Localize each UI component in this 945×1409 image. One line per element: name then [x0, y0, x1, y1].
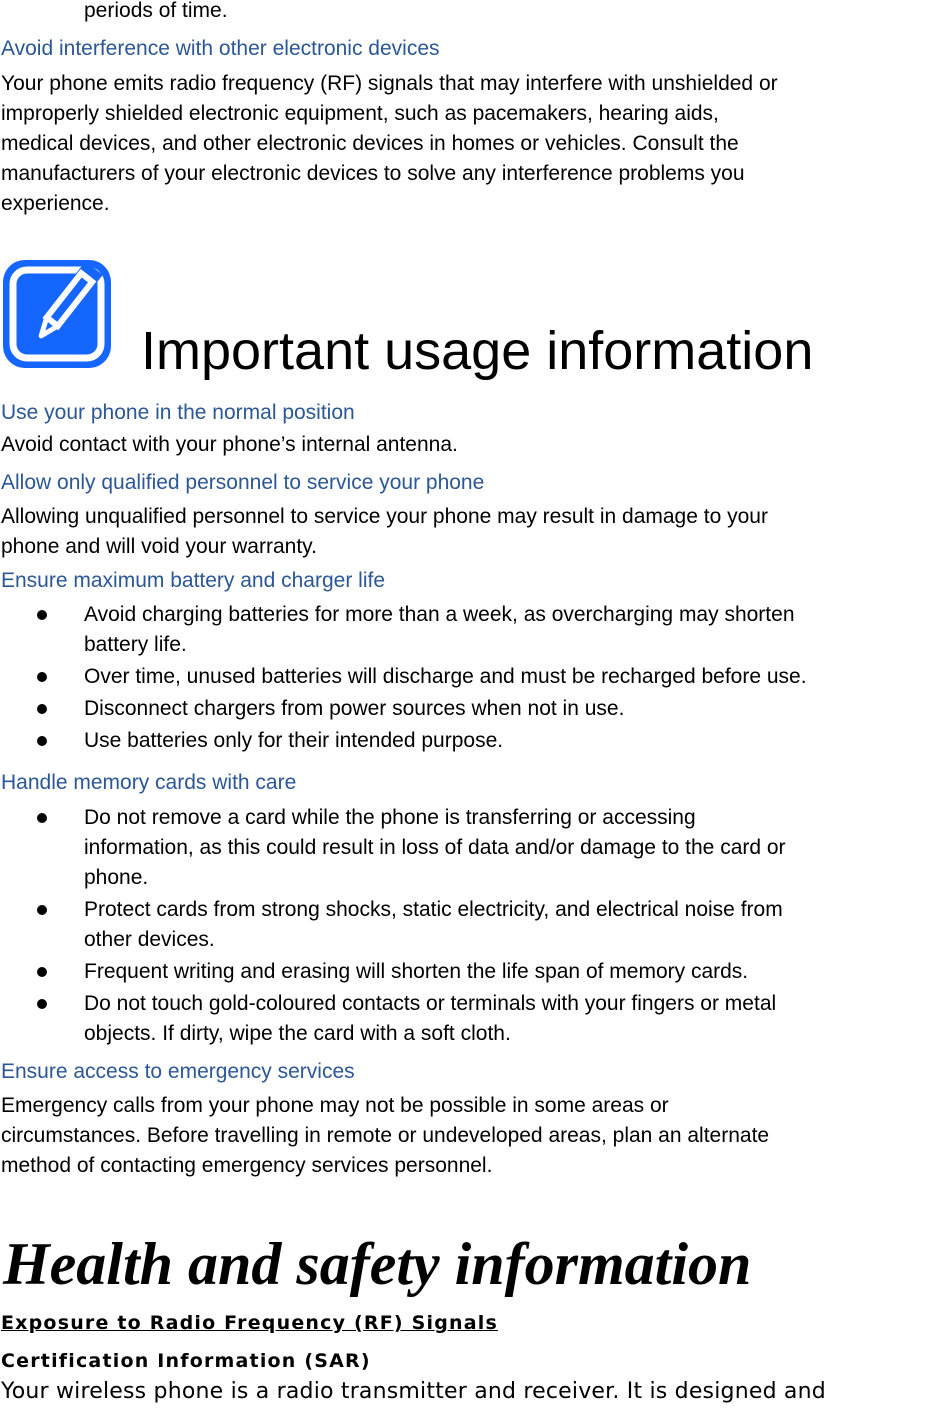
bullet-icon — [37, 610, 47, 620]
bullet-icon — [37, 905, 47, 915]
bullet-icon — [37, 736, 47, 746]
bullet-icon — [37, 967, 47, 977]
memory-list — [0, 803, 945, 1049]
pencil-note-icon — [0, 257, 114, 371]
list-item: Do not remove a card while the phone is transferring or accessing information, as this could result in loss of data and/or damage to the card or phone. — [0, 803, 945, 893]
battery-heading: Ensure maximum battery and charger life — [1, 569, 385, 592]
bullet-icon — [37, 999, 47, 1009]
paragraph-line: method of contacting emergency services personnel. — [1, 1154, 493, 1177]
top-fragment: periods of time. — [84, 0, 228, 22]
paragraph-line: Your phone emits radio frequency (RF) signals that may interfere with unshielded or — [1, 72, 778, 95]
list-item: Over time, unused batteries will discharge and must be recharged before use. — [0, 662, 945, 692]
list-item: Frequent writing and erasing will shorten the life span of memory cards. — [0, 957, 945, 987]
important-title: Important usage information — [141, 321, 814, 381]
paragraph-line: Emergency calls from your phone may not be possible in some areas or — [1, 1094, 669, 1117]
qualified-paragraph — [1, 502, 945, 562]
list-item: Do not touch gold-coloured contacts or terminals with your fingers or metal objects. If dirty, wipe the card with a soft cloth. — [0, 989, 945, 1049]
exposure-subheading: Exposure to Radio Frequency (RF) Signals — [1, 1312, 498, 1334]
bullet-icon — [37, 672, 47, 682]
emergency-heading: Ensure access to emergency services — [1, 1060, 355, 1083]
normal-position-text: Avoid contact with your phone’s internal antenna. — [1, 433, 458, 456]
interference-paragraph — [1, 69, 945, 219]
battery-list — [0, 600, 945, 756]
paragraph-line: phone and will void your warranty. — [1, 535, 317, 558]
memory-heading: Handle memory cards with care — [1, 771, 297, 794]
health-title: Health and safety information — [3, 1231, 752, 1297]
paragraph-line: manufacturers of your electronic devices to solve any interference problems you — [1, 162, 745, 185]
list-item: Disconnect chargers from power sources when not in use. — [0, 694, 945, 724]
paragraph-line: circumstances. Before travelling in remote or undeveloped areas, plan an alternate — [1, 1124, 770, 1147]
certification-heading: Certification Information (SAR) — [1, 1350, 371, 1372]
normal-position-heading: Use your phone in the normal position — [1, 401, 355, 424]
emergency-paragraph — [1, 1091, 945, 1181]
paragraph-line: improperly shielded electronic equipment, such as pacemakers, hearing aids, — [1, 102, 719, 125]
health-text: Your wireless phone is a radio transmitter and receiver. It is designed and — [1, 1379, 826, 1404]
paragraph-line: medical devices, and other electronic devices in homes or vehicles. Consult the — [1, 132, 739, 155]
bullet-icon — [37, 813, 47, 823]
list-item: Use batteries only for their intended purpose. — [0, 726, 945, 756]
interference-heading: Avoid interference with other electronic devices — [1, 37, 440, 60]
list-item: Avoid charging batteries for more than a week, as overcharging may shorten battery life. — [0, 600, 945, 660]
qualified-heading: Allow only qualified personnel to service your phone — [1, 471, 485, 494]
paragraph-line: experience. — [1, 192, 110, 215]
paragraph-line: Allowing unqualified personnel to service your phone may result in damage to your — [1, 505, 768, 528]
list-item: Protect cards from strong shocks, static electricity, and electrical noise from other devices. — [0, 895, 945, 955]
bullet-icon — [37, 704, 47, 714]
